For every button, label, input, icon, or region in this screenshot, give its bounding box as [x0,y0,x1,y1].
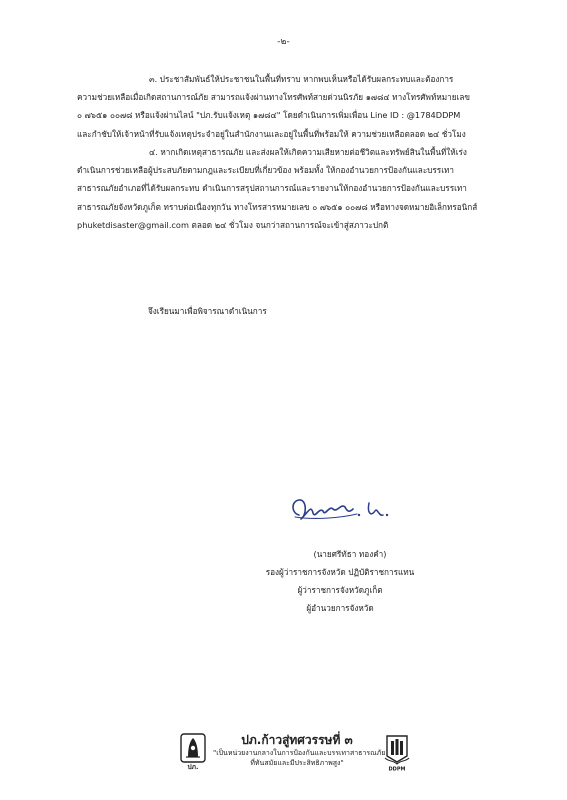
ddpm-anniversary-logo [383,732,411,772]
right-logo-text: DDPM [388,766,406,772]
footer-title: ปภ.ก้าวสู่ทศวรรษที่ ๓ [241,733,353,747]
paragraph-line: ๐ ๗๖๕๑ ๐๐๗๘ หรือแจ้งผ่านไลน์ "ปภ.รับแจ้งเหตุ ๑๗๘๔" โดยดำเนินการเพิ่มเพื่อน Line ID : @1784DDPM [77,110,461,121]
paragraph-line: ๔. หากเกิดเหตุสาธารณภัย และส่งผลให้เกิดความเสียหายต่อชีวิตและทรัพย์สินในพื้นที่ให้เร่ง [149,147,467,157]
signer-position: รองผู้ว่าราชการจังหวัด ปฏิบัติราชการแทน [265,567,415,577]
ddpm-emblem-logo [180,733,206,771]
footer-subtitle-line: "เป็นหน่วยงานกลางในการป้องกันและบรรเทาสาธารณภัย [213,749,386,757]
paragraph-line: สาธารณภัยจังหวัดภูเก็ต ทราบต่อเนื่องทุกวัน ทางโทรสารหมายเลข ๐ ๗๖๕๑ ๐๐๗๘ หรือทางจดหมายอิเล็กทรอนิกส์ [77,201,478,212]
paragraph-line: ดำเนินการช่วยเหลือผู้ประสบภัยตามกฎและระเบียบที่เกี่ยวข้อง พร้อมทั้ง ให้กองอำนวยการป้องกันและบรรเทา [77,165,455,176]
signature-block [240,545,440,617]
paragraph-line: และกำชับให้เจ้าหน้าที่รับแจ้งเหตุประจำอยู่ในสำนักงานและอยู่ในพื้นที่พร้อมให้ ความช่วยเหลือตลอด ๒๔ ชั่วโมง [77,128,466,139]
page-number: -๒- [277,37,290,47]
paragraph-line: ความช่วยเหลือเมื่อเกิดสถานการณ์ภัย สามารถแจ้งผ่านทางโทรศัพท์สายด่วนนิรภัย ๑๗๘๔ ทางโทรศัพท์หมายเลข [77,92,470,103]
paragraph-4 [77,143,497,234]
closing-line: จึงเรียนมาเพื่อพิจารณาดำเนินการ [148,306,267,316]
signer-name: (นายศรีทัธา ทองคำ) [313,549,387,559]
paragraph-3 [77,70,497,143]
signer-role: ผู้อำนวยการจังหวัด [306,603,374,613]
paragraph-line: ๓. ประชาสัมพันธ์ให้ประชาชนในพื้นที่ทราบ หากพบเห็นหรือได้รับผลกระทบและต้องการ [149,74,454,84]
paragraph-line: สาธารณภัยอำเภอที่ได้รับผลกระทบ ดำเนินการสรุปสถานการณ์และรายงานให้กองอำนวยการป้องกันและบรรเทา [77,183,467,194]
footer-slogan [213,732,386,768]
footer-subtitle-line: ที่ทันสมัยและมีประสิทธิภาพสูง" [250,759,344,767]
left-logo-text: ปภ. [187,763,199,771]
paragraph-line: phuketdisaster@gmail.com ตลอด ๒๔ ชั่วโมง จนกว่าสถานการณ์จะเข้าสู่สภาวะปกติ [77,219,389,230]
handwritten-signature [285,487,405,531]
signer-on-behalf: ผู้ว่าราชการจังหวัดภูเก็ต [297,585,383,595]
